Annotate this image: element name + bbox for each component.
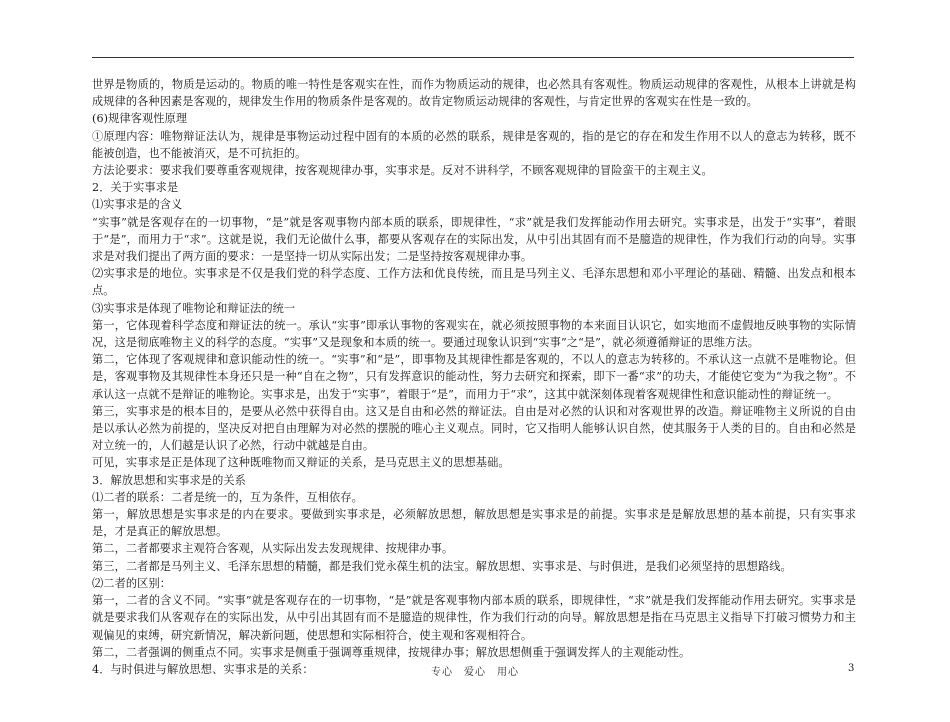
paragraph: 第三，实事求是的根本目的，是要从必然中获得自由。这又是自由和必然的辩证法。自由是对必然的认识和对客观世界的改造。辩证唯物主义所说的自由是以承认必然为前提的，坚决反对把自由理解为对必然的摆脱的唯心主义观点。同时，它又指明人能够认识自然，使其服务于人类的目的。自由和必然是对立统一的，人们越是认识了必然，行动中就越是自由。 — [92, 404, 856, 453]
paragraph: 第三，二者都是马列主义、毛泽东思想的精髓，都是我们党永葆生机的法宝。解放思想、实事求是、与时俱进，是我们必须坚持的思想路线。 — [92, 559, 792, 573]
paragraph: 世界是物质的，物质是运动的。物质的唯一特性是客观实在性，而作为物质运动的规律，也必然具有客观性。物质运动规律的客观性，从根本上讲就是构成规律的各种因素是客观的，规律发生作用的物质条件是客观的。故肯定物质运动规律的客观性，与肯定世界的客观实在性是一致的。 — [92, 78, 856, 109]
paragraph: 第一，二者的含义不同。“实事”就是客观存在的一切事物，“是”就是客观事物内部本质的联系，即规律性，“求”就是我们发挥能动作用去研究。实事求是就是要求我们从客观存在的实际出发，从中引出其固有而不是臆造的规律性，作为我们行动的向导。解放思想是指在马克思主义指导下打破习惯势力和主观偏见的束缚，研究新情况，解决新问题，使思想和实际相符合，使主观和客观相符合。 — [92, 594, 856, 642]
paragraph: 第一，解放思想是实事求是的内在要求。要做到实事求是，必须解放思想，解放思想是实事求是的前提。实事求是是解放思想的基本前提，只有实事求是，才是真正的解放思想。 — [92, 508, 856, 539]
subsection-heading: ⑵二者的区别： — [92, 576, 172, 590]
paragraph: 第二，二者都要求主观符合客观，从实际出发去发现规律、按规律办事。 — [92, 542, 454, 556]
paragraph: 第二，二者强调的侧重点不同。实事求是侧重于强调尊重规律，按规律办事；解放思想侧重于强调发挥人的主观能动性。 — [92, 645, 691, 659]
paragraph: ⑵实事求是的地位。实事求是不仅是我们党的科学态度、工作方法和优良传统，而且是马列主义、毛泽东思想和邓小平理论的基础、精髓、出发点和根本点。 — [92, 267, 856, 298]
section-heading: (6)规律客观性原理 — [92, 112, 188, 126]
document-body — [92, 76, 856, 678]
header-rule — [92, 57, 854, 58]
paragraph: 方法论要求：要求我们要尊重客观规律，按客观规律办事，实事求是。反对不讲科学，不顾客观规律的冒险蛮干的主观主义。 — [92, 164, 713, 178]
section-heading: 4．与时俱进与解放思想、实事求是的关系： — [92, 662, 314, 676]
footer-slogan: 专心 爱心 用心 — [431, 667, 519, 678]
page-number: 3 — [848, 663, 855, 674]
subsection-heading: ⑶实事求是体现了唯物论和辩证法的统一 — [92, 301, 296, 315]
section-heading: 2．关于实事求是 — [92, 181, 179, 195]
page-footer — [0, 663, 950, 679]
subsection-heading: ⑴二者的联系：二者是统一的，互为条件，互相依存。 — [92, 490, 363, 504]
paragraph: 第一，它体现着科学态度和辩证法的统一。承认“实事”即承认事物的客观实在，就必须按照事物的本来面目认识它，如实地而不虚假地反映事物的实际情况，这是彻底唯物主义的科学的态度。“实事”又是现象和本质的统一。要通过现象认识到“实事”之“是”，就必须遵循辩证的思维方法。 — [92, 318, 856, 350]
paragraph: 第二，它体现了客观规律和意识能动性的统一。“实事”和“是”，即事物及其规律性都是客观的，不以人的意志为转移的。不承认这一点就不是唯物论。但是，客观事物及其规律性本身还只是一种“自在之物”，只有发挥意识的能动性，努力去研究和探索，即下一番“求”的功夫，才能使它变为“为我之物”。不承认这一点就不是辩证的唯物论。实事求是，出发于“实事”，着眼于“是”，而用力于“求”，这其中就深刻体现着客观规律性和意识能动性的辩证统一。 — [92, 353, 856, 401]
paragraph: “实事”就是客观存在的一切事物，“是”就是客观事物内部本质的联系，即规律性，“求”就是我们发挥能动作用去研究。实事求是，出发于“实事”，着眼于“是”，而用力于“求”。这就是说，我们无论做什么事，都要从客观存在的实际出发，从中引出其固有而不是臆造的规律性，作为我们行动的向导。实事求是对我们提出了两方面的要求：一是坚持一切从实际出发；二是坚持按客观规律办事。 — [92, 215, 856, 264]
paragraph: ①原理内容：唯物辩证法认为，规律是事物运动过程中固有的本质的必然的联系，规律是客观的，指的是它的存在和发生作用不以人的意志为转移，既不能被创造，也不能被消灭，是不可抗拒的。 — [92, 129, 856, 160]
subsection-heading: ⑴实事求是的含义 — [92, 198, 183, 212]
section-heading: 3．解放思想和实事求是的关系 — [92, 473, 246, 487]
paragraph: 可见，实事求是正是体现了这种既唯物而又辩证的关系，是马克思主义的思想基础。 — [92, 456, 510, 470]
